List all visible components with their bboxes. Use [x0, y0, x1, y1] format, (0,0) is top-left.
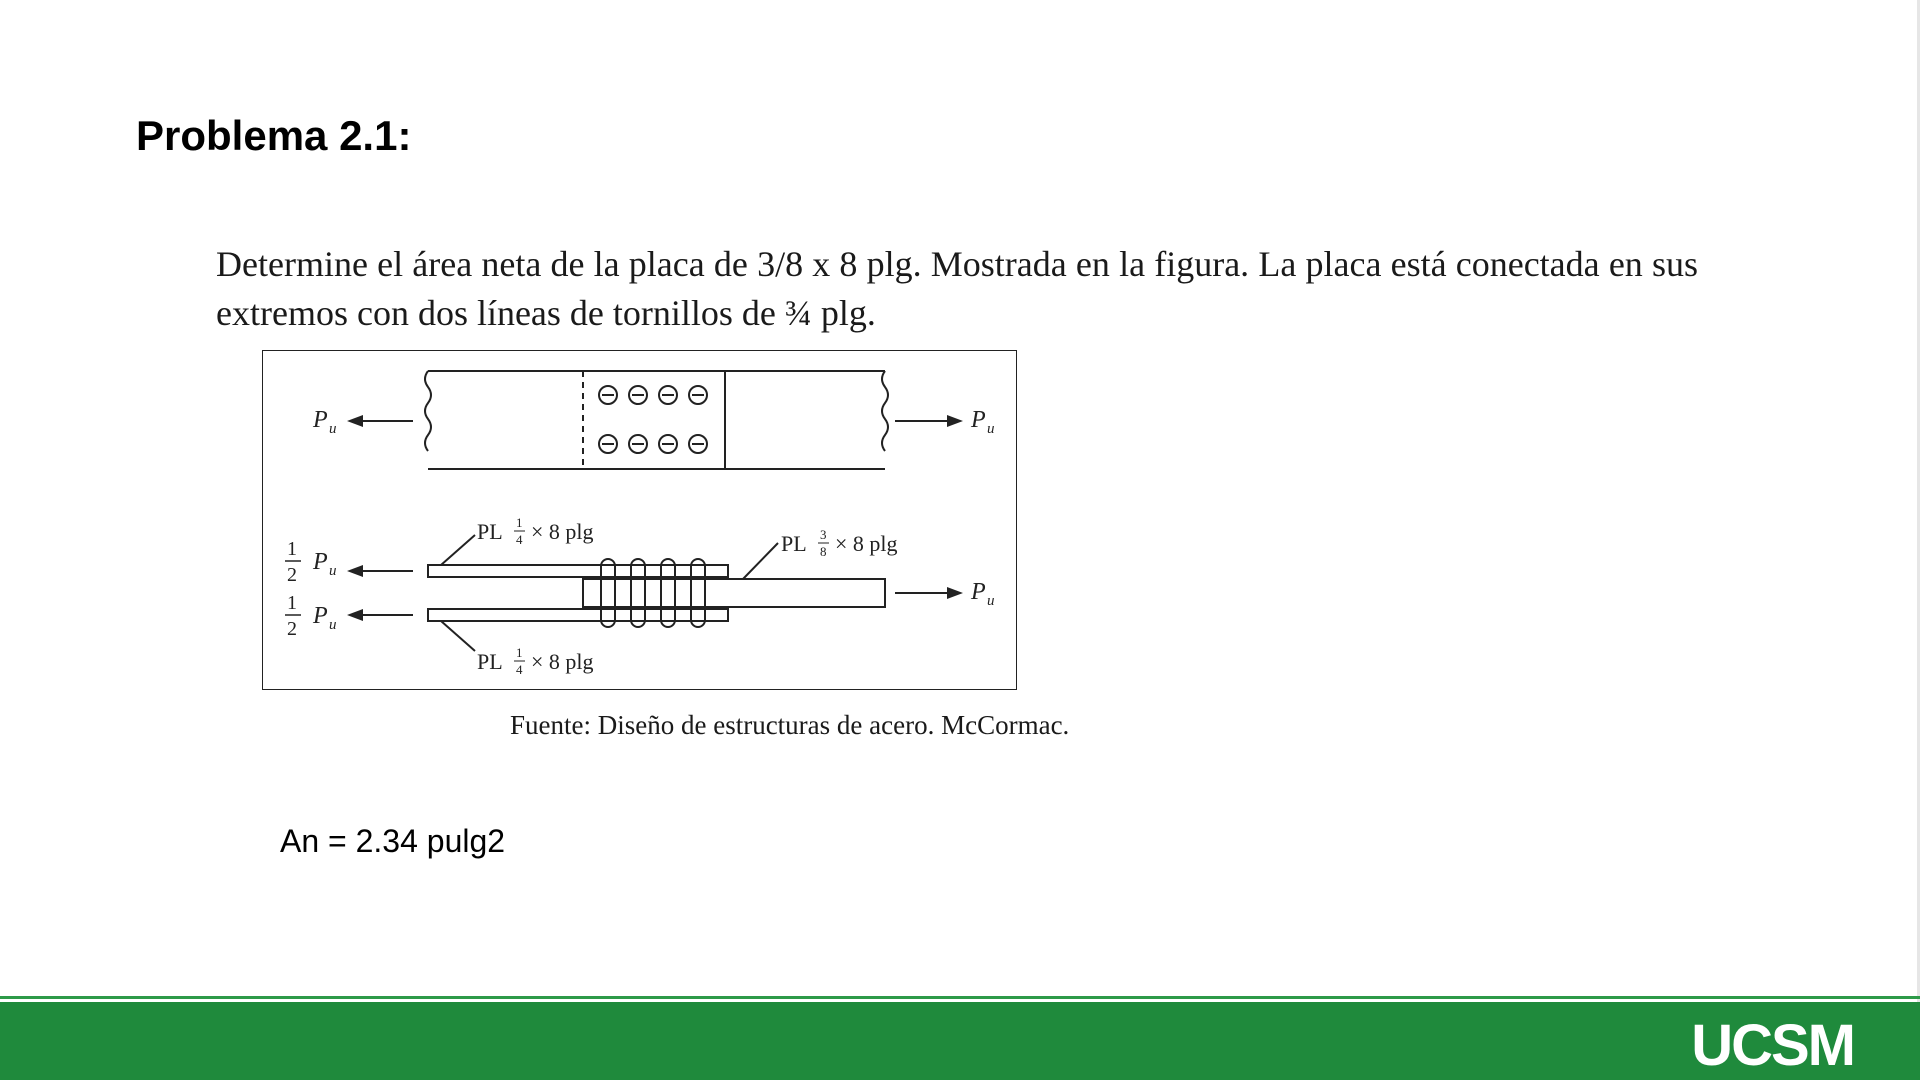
leader-bottom-plate	[441, 621, 475, 651]
elev-bolt-4	[691, 559, 705, 627]
load-label-elev-top: P	[313, 549, 328, 575]
half-top-num: 1	[287, 538, 297, 560]
elev-main-plate	[583, 579, 885, 607]
leader-top-plate	[441, 535, 475, 565]
plate-top-frac-den: 4	[516, 532, 523, 547]
connection-figure	[262, 350, 1017, 690]
plate-mid-rest: × 8 plg	[835, 531, 898, 556]
plan-plate-left-edge	[425, 371, 431, 451]
plan-plate-right-edge	[882, 371, 888, 451]
plate-bot-frac-num: 1	[516, 645, 523, 660]
plate-bot-rest: × 8 plg	[531, 649, 594, 674]
leader-main-plate	[743, 543, 778, 579]
bolt-row-bottom	[599, 435, 707, 453]
elev-bolt-1	[601, 559, 615, 627]
plate-mid-frac-num: 3	[820, 527, 827, 542]
load-subscript-elev-bottom: u	[329, 617, 337, 633]
elev-bolt-3	[661, 559, 675, 627]
plate-mid-frac-den: 8	[820, 544, 827, 559]
bolt-row-top	[599, 386, 707, 404]
figure-caption: Fuente: Diseño de estructuras de acero. McCormac.	[510, 710, 1070, 740]
load-label-elev-right: P	[971, 579, 986, 605]
footer-divider	[0, 996, 1920, 999]
plate-top-rest: × 8 plg	[531, 519, 594, 544]
load-subscript-plan-left: u	[329, 421, 337, 437]
elev-top-splice-plate	[428, 565, 728, 577]
load-label-plan-right: P	[971, 407, 986, 433]
arrowhead-plan-right	[947, 415, 963, 427]
arrowhead-elev-right	[947, 587, 963, 599]
plate-top-frac-num: 1	[516, 515, 523, 530]
elev-bolt-2	[631, 559, 645, 627]
arrowhead-plan-left	[347, 415, 363, 427]
load-subscript-plan-right: u	[987, 421, 995, 437]
load-label-plan-left: P	[313, 407, 328, 433]
plate-mid-pl: PL	[781, 531, 807, 556]
elev-bottom-splice-plate	[428, 609, 728, 621]
half-top-den: 2	[287, 564, 297, 586]
plate-bot-pl: PL	[477, 649, 503, 674]
half-bottom-num: 1	[287, 592, 297, 614]
arrowhead-elev-bottom-left	[347, 609, 363, 621]
footer-bar	[0, 1002, 1920, 1080]
problem-statement: Determine el área neta de la placa de 3/8 x 8 plg. Mostrada en la figura. La placa está conectada en sus extremos con dos líneas de tornillos de ¾ plg.	[216, 244, 1698, 333]
arrowhead-elev-top-left	[347, 565, 363, 577]
slide-title: Problema 2.1:	[136, 112, 412, 159]
half-bottom-den: 2	[287, 618, 297, 640]
connection-diagram	[263, 351, 1018, 691]
ucsm-logo: UCSM	[1691, 1013, 1854, 1078]
load-subscript-elev-top: u	[329, 563, 337, 579]
plate-top-pl: PL	[477, 519, 503, 544]
plate-bot-frac-den: 4	[516, 662, 523, 677]
answer-text: An = 2.34 pulg2	[280, 823, 506, 859]
load-subscript-elev-right: u	[987, 593, 995, 609]
load-label-elev-bottom: P	[313, 603, 328, 629]
